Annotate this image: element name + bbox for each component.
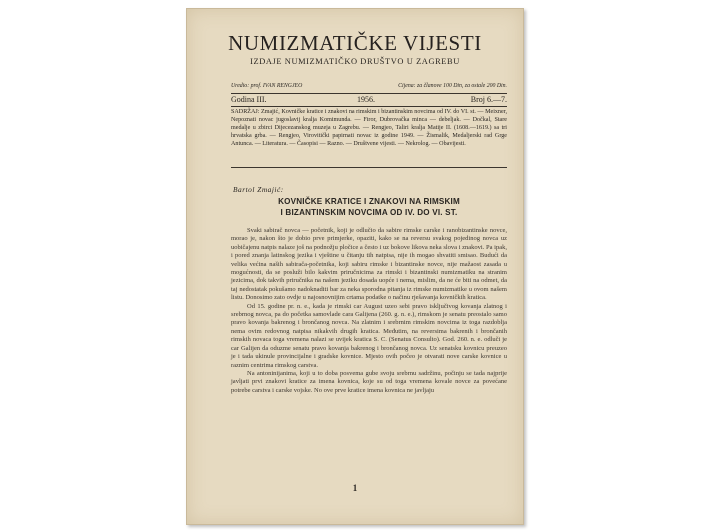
article-paragraph: Od 15. godine pr. n. e., kada je rimski car August uzeo sebi pravo isključivog kovanja zlatnog i srebrnog novca, pa do početka samovlade cara Galijena (260. g. n. e.), rimskom je senatu preostalo samo pravo kovanja bakrenog i brončanog novca. Na zlatnim i srebrnim rimskim novcima iz toga razdoblja nema ovim redovnog natpisa nikakvih drugih kratica. Međutim, na reversima bakrenih i brončanih rimskih novaca toga vremena nalazi se uvijek kratica S. C. (Senatus Consulto). God. 260. n. e. odluči je car Galijen da oduzme senatu pravo kovanja bakrenog i brončanog novca. Uz senatsku kovnicu preuzeo je i tada ukinule provincijalne i gradske kovnice. Mjesto ovih počeo je otvarati nove carske kovnice u raznim centrima rimskog carstva.: [231, 302, 507, 369]
journal-title: NUMIZMATIČKE VIJESTI: [228, 31, 482, 55]
header-rule-middle: [231, 106, 507, 107]
page-number: 1: [352, 483, 358, 493]
article-paragraph: Svaki sabirač novca — početnik, koji je odlučio da sabire rimske carske i ranobizantinske novce, morao je, nakon što je dobio prve primjerke, opaziti, kako se na reversu svakog pojedinog novca uz uobičajenu natpis nalaze još na podnožju pločice a često i uz bokove likova neka slova i znakovi. Pa ipak, i pored znanja latinskog jezika i vještine u čitanju tih natpisa, nije ih mogao shvatiti smisao. Budući da velika većina naših sabirača-početnika, koji sabiru rimske i bizantinske novce, nije mažaost zasada u mogućnosti, da se posluži bilo kakvim priručnicima za rimski i bizantinski numizmatiku na stranim jezicima, dok takvih priručnika na našem jeziku dosada uopće i nema, mislim, da ne će biti na odmet, da taj nedostatak pokušamo nadoknaditi bar za neka sporodna pitanja iz rimske numizmatike u ovom našem listu. Donosimo zato ovdje u najosnovnijim crtama podatke o načinu rješavanja kovničkih kratica.: [231, 227, 507, 302]
article-author: Bartol Zmajić:: [233, 185, 284, 194]
article-body: [231, 227, 507, 395]
journal-page: [186, 8, 524, 525]
issue-number: Broj 6.—7.: [470, 95, 507, 104]
header-rule-top: [231, 93, 507, 94]
article-title: [231, 196, 507, 218]
publisher-line: IZDAJE NUMIZMATIČKO DRUŠTVO U ZAGREBU: [250, 57, 460, 66]
price-note: Cijena: za članove 100 Din, za ostale 200 Din.: [398, 83, 507, 89]
editor-credit: Uredio: prof. IVAN RENGJEO: [231, 83, 303, 89]
issue-volume: Godina III.: [231, 95, 267, 104]
table-of-contents: SADRŽAJ: Zmajić, Kovničke kratice i znakovi na rimskim i bizantinskim novcima od IV. do VI. st. — Meixner, Nepoznati novac jugoslavij kralja Komimunda. — Firor, Dubrovačka minca — debeljak. — Dočkal, Stare medalje u zbirci Dijecezanskog muzeja u Zagrebu. — Rengjeo, Taliri kralja Matije II. (1608.—1619.) sa tri hrvatska grba. — Rengjeo, Virovitički papirnati novac iz godine 1949. — Žismalik, Medaljerski rad Grge Antunca. — Literatura. — Časopisi — Razno. — Društvene vijesti. — Nekrolog. — Obavijesti.: [231, 109, 507, 147]
article-title-line: I BIZANTINSKIM NOVCIMA OD IV. DO VI. ST.: [280, 208, 458, 217]
header-rule-bottom: [231, 167, 507, 168]
article-paragraph: Na antoninijanima, koji u to doba posvema gube svoju srebrnu sadržinu, počinju se tada najprije javljati prvi znakovi kratice za imena kovnica, koje su od toga vremena kovale novce za povećane potrebe carstva i carske vojske. No ove prve kratice imena kovnica ne javljaju: [231, 369, 507, 394]
masthead: [187, 31, 523, 66]
issue-year: 1956.: [357, 95, 375, 104]
article-title-line: KOVNIČKE KRATICE I ZNAKOVI NA RIMSKIM: [278, 197, 460, 206]
